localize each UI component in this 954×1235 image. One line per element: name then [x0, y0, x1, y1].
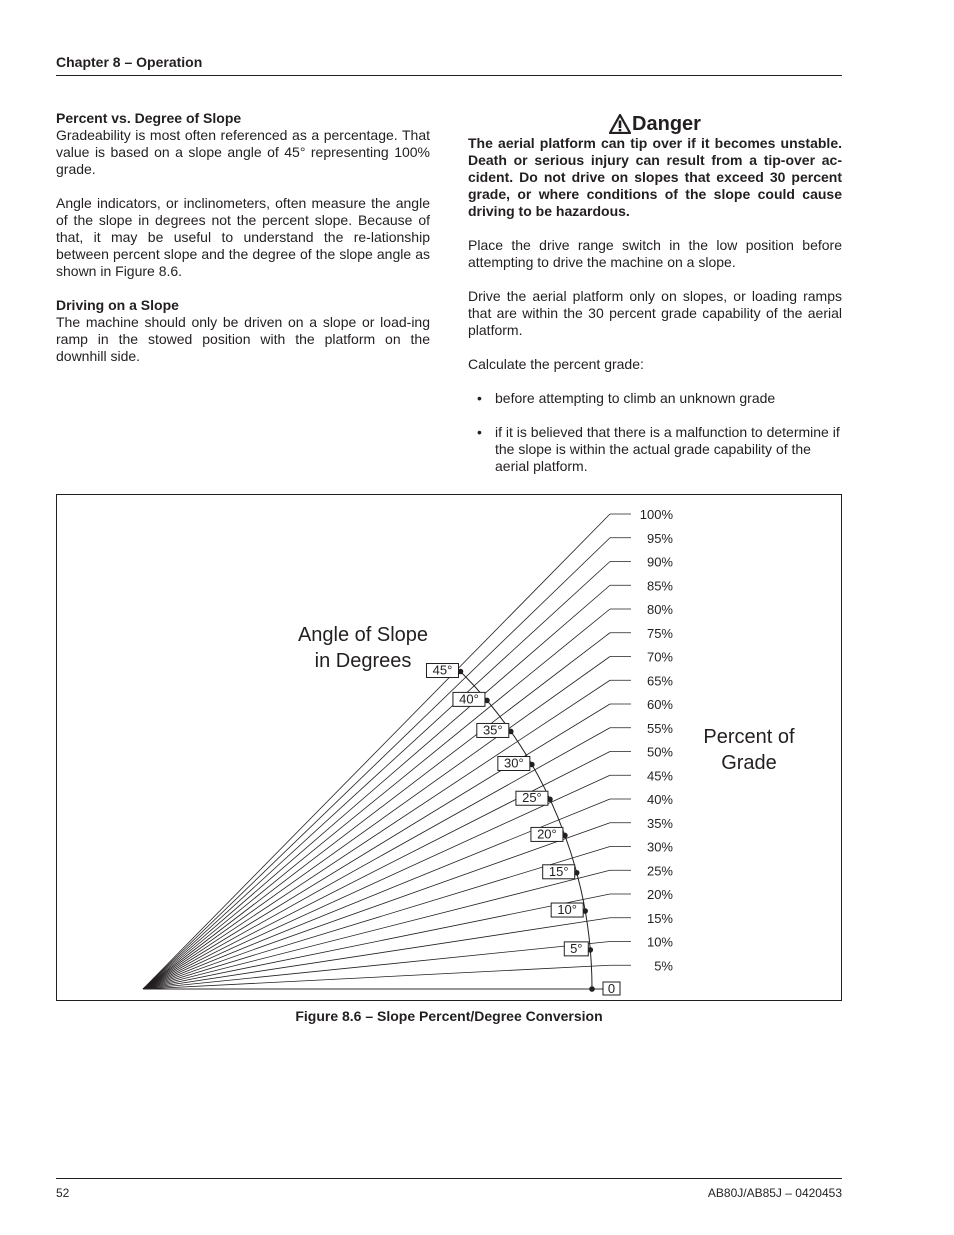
grade-ray	[143, 870, 610, 989]
percent-tick-label: 90%	[646, 554, 673, 570]
degree-label: 30°	[504, 755, 524, 771]
percent-tick-label: 65%	[646, 673, 673, 689]
percent-tick-label: 100%	[639, 507, 673, 522]
bullet-icon: •	[477, 424, 482, 440]
percent-tick-label: 50%	[646, 744, 673, 760]
document-id: AB80J/AB85J – 0420453	[707, 1186, 842, 1200]
percent-tick-label: 60%	[646, 697, 673, 712]
right-column	[468, 113, 842, 492]
grade-ray	[143, 538, 610, 989]
degree-label: 10°	[557, 902, 578, 918]
bullet-icon: •	[477, 390, 482, 406]
page-number: 52	[56, 1186, 70, 1200]
paragraph-drive-range: Place the drive range switch in the low position before attempting to drive the machine on a slope.	[468, 237, 842, 270]
degree-label: 45°	[432, 662, 453, 678]
percent-tick-label: 35%	[646, 815, 673, 831]
percent-tick-label: 55%	[646, 720, 673, 736]
percent-tick-label: 5%	[654, 958, 673, 974]
percent-tick-label: 30%	[646, 839, 673, 855]
percent-tick-label: 80%	[646, 602, 673, 617]
slope-conversion-figure	[56, 494, 842, 1001]
percent-tick-label: 95%	[646, 530, 673, 546]
chapter-title: Chapter 8 – Operation	[56, 54, 203, 70]
left-column	[56, 110, 430, 365]
degree-label: 15°	[548, 863, 569, 879]
grade-ray	[143, 704, 610, 989]
percent-tick-label: 25%	[646, 863, 673, 879]
percent-tick-label: 15%	[646, 910, 673, 926]
danger-warning-text: The aerial platform can tip over if it becomes unstable. Death or serious injury can result from a tip-over ac-cident. Do not drive on slopes that exceed 30 percent grade, or where conditions of the slope could cause driving to be hazardous.	[468, 135, 842, 219]
footer-rule	[56, 1178, 842, 1179]
percent-tick-label: 75%	[646, 625, 673, 641]
slope-chart	[57, 495, 841, 1000]
percent-tick-label: 45%	[646, 768, 673, 784]
angle-axis-label-line1: Angle of Slope	[297, 624, 429, 646]
percent-axis-label-line2: Grade	[721, 752, 777, 774]
paragraph-inclinometers: Angle indicators, or inclinometers, often measure the angle of the slope in degrees not the percent slope. Because of that, it may be useful to understand the re-lationship between percent slope and the degree of the slope angle as shown in Figure 8.6.	[56, 195, 430, 279]
grade-ray	[143, 965, 610, 989]
angle-axis-label-line2: in Degrees	[314, 650, 412, 672]
zero-label: 0	[607, 981, 616, 996]
paragraph-gradeability: Gradeability is most often referenced as a percentage. That value is based on a slope angle of 45° representing 100% grade.	[56, 127, 430, 177]
paragraph-drive-slopes: Drive the aerial platform only on slopes, or loading ramps that are within the 30 percent grade capability of the aerial platform.	[468, 288, 842, 338]
grade-ray	[143, 823, 610, 989]
degree-label: 5°	[570, 940, 583, 956]
danger-title: Danger	[632, 113, 701, 135]
percent-tick-label: 20%	[646, 887, 673, 902]
percent-tick-labels	[640, 507, 674, 973]
percent-axis-label-line1: Percent of	[703, 726, 795, 748]
grade-ray	[143, 775, 610, 989]
percent-tick-label: 85%	[646, 578, 673, 594]
degree-label: 35°	[482, 722, 503, 738]
list-item: • before attempting to climb an unknown grade	[477, 390, 776, 406]
figure-caption: Figure 8.6 – Slope Percent/Degree Conversion	[295, 1008, 603, 1024]
grade-ray	[143, 728, 610, 989]
header-rule	[56, 75, 842, 76]
percent-tick-label: 10%	[646, 934, 673, 950]
list-item: • if it is believed that there is a malfunction to determine if the slope is within the actual grade capability of the aerial platform.	[477, 424, 840, 474]
grade-ray	[143, 894, 610, 989]
bullet-list	[468, 390, 842, 475]
percent-tick-label: 40%	[646, 792, 673, 807]
grade-ray	[143, 633, 610, 989]
degree-label: 40°	[459, 691, 479, 707]
section-heading-driving-on-slope: Driving on a Slope	[56, 297, 179, 313]
grade-ray	[143, 657, 610, 990]
paragraph-calculate-grade: Calculate the percent grade:	[468, 356, 644, 372]
percent-tick-label: 70%	[646, 649, 673, 665]
danger-heading	[468, 113, 842, 135]
paragraph-driving-on-slope: The machine should only be driven on a slope or load-ing ramp in the stowed position with the platform on the downhill side.	[56, 314, 430, 364]
degree-dot	[589, 986, 595, 992]
section-heading-percent-vs-degree: Percent vs. Degree of Slope	[56, 110, 242, 126]
warning-triangle-icon	[609, 114, 631, 134]
degree-label: 25°	[522, 790, 542, 806]
grade-ray	[143, 942, 610, 990]
degree-label: 20°	[537, 826, 557, 842]
grade-rays	[143, 514, 631, 989]
